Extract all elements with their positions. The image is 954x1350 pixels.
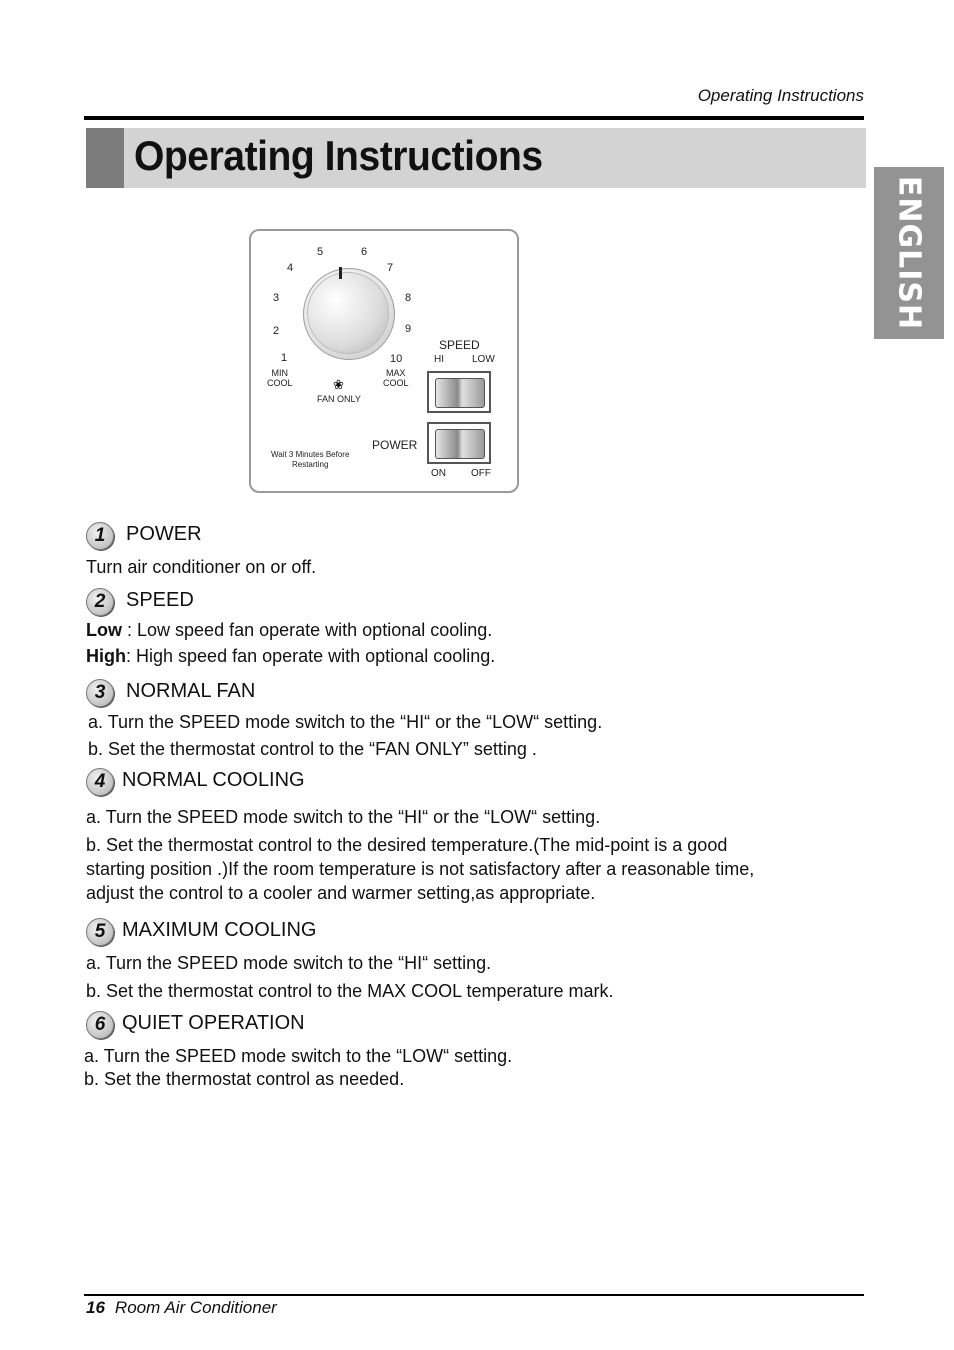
hi-label: HI: [434, 354, 444, 365]
running-header: Operating Instructions: [697, 86, 864, 105]
term-high: High: [86, 646, 126, 666]
dial-number-3: 3: [273, 292, 280, 304]
speed-label: SPEED: [439, 338, 480, 352]
quiet-operation-step-b: b. Set the thermostat control as needed.: [84, 1069, 405, 1089]
number-badge: 6: [86, 1011, 114, 1039]
normal-cooling-step-a: a. Turn the SPEED mode switch to the “HI“ or the “LOW“ setting.: [86, 807, 601, 827]
title-banner: [86, 128, 866, 188]
dial-number-2: 2: [273, 325, 280, 337]
maximum-cooling-step-a: a. Turn the SPEED mode switch to the “HI“ setting.: [86, 953, 492, 973]
top-rule: [84, 116, 864, 120]
section-title: POWER: [126, 523, 202, 545]
section-title: QUIET OPERATION: [122, 1012, 305, 1034]
off-label: OFF: [471, 468, 491, 479]
language-tab: [874, 167, 944, 339]
section-title: MAXIMUM COOLING: [122, 919, 317, 941]
speed-switch-rocker: [435, 378, 485, 408]
normal-cooling-step-b-line3: adjust the control to a cooler and warmer setting,as appropriate.: [86, 883, 596, 903]
section-title: NORMAL FAN: [126, 680, 256, 702]
term-low: Low: [86, 620, 122, 640]
control-panel-illustration: [249, 229, 519, 493]
min-cool-label: MIN COOL: [267, 368, 293, 388]
speed-switch: [427, 371, 491, 413]
dial-number-9: 9: [405, 323, 412, 335]
power-switch: [427, 422, 491, 464]
normal-fan-step-a: a. Turn the SPEED mode switch to the “HI“ or the “LOW“ setting.: [88, 712, 603, 732]
dial-number-4: 4: [287, 262, 294, 274]
fan-only-label: FAN ONLY: [317, 394, 361, 404]
term-sep: :: [122, 620, 133, 640]
wait-note: Wait 3 Minutes Before Restarting: [271, 450, 350, 469]
number-badge: 5: [86, 918, 114, 946]
dial-number-6: 6: [361, 246, 368, 258]
normal-cooling-step-b-line1: b. Set the thermostat control to the desired temperature.(The mid-point is a good: [86, 835, 728, 855]
term-text: High speed fan operate with optional cooling.: [131, 646, 496, 666]
page-title: Operating Instructions: [134, 132, 543, 179]
dial-number-1: 1: [281, 352, 288, 364]
power-switch-rocker: [435, 429, 485, 459]
power-label: POWER: [372, 438, 418, 452]
dial-pointer-mark: [339, 267, 342, 279]
dial-number-10: 10: [390, 353, 403, 365]
thermostat-dial-knob: [307, 272, 389, 354]
page-number: 16: [86, 1298, 105, 1317]
number-badge: 1: [86, 522, 114, 550]
normal-cooling-step-b-line2: starting position .)If the room temperature is not satisfactory after a reasonable time,: [86, 859, 755, 879]
section-title: NORMAL COOLING: [122, 769, 305, 791]
section-power-text: Turn air conditioner on or off.: [86, 557, 317, 577]
on-label: ON: [431, 468, 446, 479]
term-text: Low speed fan operate with optional cooling.: [132, 620, 493, 640]
maximum-cooling-step-b: b. Set the thermostat control to the MAX COOL temperature mark.: [86, 981, 614, 1001]
footer-doc-title: Room Air Conditioner: [114, 1298, 277, 1317]
dial-number-8: 8: [405, 292, 412, 304]
number-badge: 3: [86, 679, 114, 707]
bottom-rule: [84, 1294, 864, 1296]
speed-low-line: [86, 618, 492, 642]
page-footer: [86, 1298, 277, 1318]
dial-number-7: 7: [387, 262, 394, 274]
dial-number-5: 5: [317, 246, 324, 258]
fan-icon: ❀: [333, 377, 344, 392]
speed-high-line: [86, 644, 495, 668]
low-label: LOW: [472, 354, 495, 365]
term-sep: :: [126, 646, 132, 666]
normal-fan-step-b: b. Set the thermostat control to the “FAN ONLY” setting .: [88, 739, 537, 759]
max-cool-label: MAX COOL: [383, 368, 409, 388]
number-badge: 4: [86, 768, 114, 796]
number-badge: 2: [86, 588, 114, 616]
quiet-operation-step-a: a. Turn the SPEED mode switch to the “LOW“ setting.: [84, 1046, 513, 1066]
banner-block: [86, 128, 124, 188]
section-title: SPEED: [126, 589, 194, 611]
language-tab-label: ENGLISH: [891, 175, 927, 331]
